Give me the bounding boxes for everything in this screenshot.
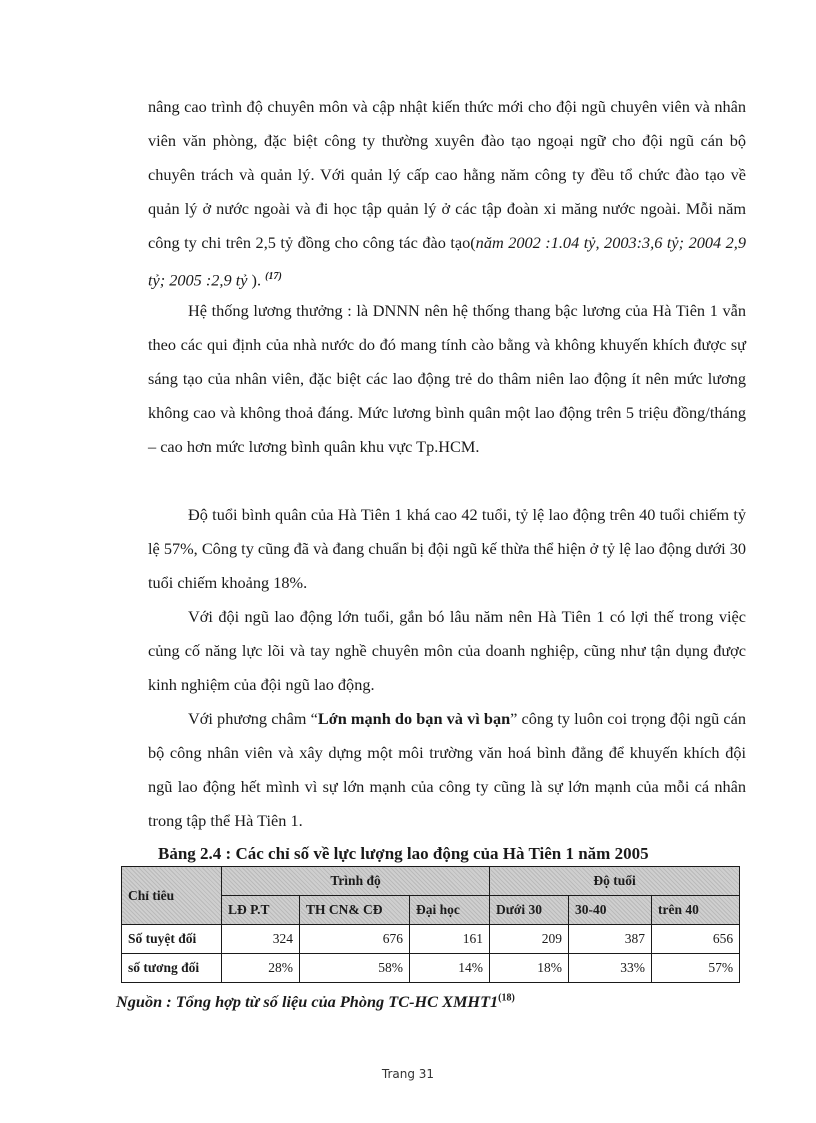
col-header: 30-40 xyxy=(569,896,652,925)
col-header: Dưới 30 xyxy=(490,896,569,925)
table-row xyxy=(122,925,740,954)
col-header: LĐ P.T xyxy=(222,896,300,925)
col-header: TH CN& CĐ xyxy=(300,896,410,925)
row-label: số tương đối xyxy=(122,954,222,983)
col-header: trên 40 xyxy=(652,896,740,925)
table-cell: 656 xyxy=(652,925,740,954)
row-label: Số tuyệt đối xyxy=(122,925,222,954)
paragraph-motto xyxy=(148,702,746,838)
table-cell: 57% xyxy=(652,954,740,983)
table-cell: 324 xyxy=(222,925,300,954)
source-note xyxy=(116,992,515,1012)
paragraph-training xyxy=(148,90,746,297)
table-cell: 676 xyxy=(300,925,410,954)
table-cell: 58% xyxy=(300,954,410,983)
paragraph-experience: Với đội ngũ lao động lớn tuổi, gắn bó lâu năm nên Hà Tiên 1 có lợi thế trong việc củng cố năng lực lõi và tay nghề chuyên môn của doanh nghiệp, cũng như tận dụng được kinh nghiệm của đội ngũ lao động. xyxy=(148,607,746,694)
paragraph-training-end: ). xyxy=(247,270,266,290)
table-caption: Bảng 2.4 : Các chỉ số về lực lượng lao động của Hà Tiên 1 năm 2005 xyxy=(158,844,649,863)
table-row xyxy=(122,954,740,983)
paragraph-motto-text: ” công ty luôn coi trọng đội ngũ cán bộ công nhân viên và xây dựng một môi trường văn hoá bình đẳng để khuyến khích đội ngũ lao động hết mình vì sự lớn mạnh của công ty cũng là sự lớn mạnh của mỗi cá nhân trong tập thể Hà Tiên 1. xyxy=(148,709,746,830)
reference-18: (18) xyxy=(498,992,515,1004)
source-text: Nguồn : Tổng hợp từ số liệu của Phòng TC-HC XMHT1 xyxy=(116,992,499,1011)
group-header-education: Trình độ xyxy=(222,867,490,896)
table-cell: 28% xyxy=(222,954,300,983)
col-header: Đại học xyxy=(410,896,490,925)
table-cell: 18% xyxy=(490,954,569,983)
page-number: Trang 31 xyxy=(381,1067,435,1081)
table-cell: 14% xyxy=(410,954,490,983)
paragraph-training-text: nâng cao trình độ chuyên môn và cập nhật kiến thức mới cho đội ngũ chuyên viên và nhân viên văn phòng, đặc biệt công ty thường xuyên đào tạo ngoại ngữ cho đội ngũ cán bộ chuyên trách và quản lý. Với quản lý cấp cao hằng năm công ty đều tổ chức đào tạo về quản lý ở nước ngoài và đi học tập quản lý ở các tập đoàn xi măng nước ngoài. Mỗi năm công ty chi trên 2,5 tỷ đồng cho công tác đào tạo( xyxy=(148,97,746,252)
group-header-age: Độ tuổi xyxy=(490,867,740,896)
training-cost-figures: năm 2002 :1.04 tỷ, 2003:3,6 tỷ; 2004 2,9 tỷ; 2005 :2,9 tỷ xyxy=(148,233,747,290)
corner-header: Chỉ tiêu xyxy=(122,867,222,925)
motto: Lớn mạnh do bạn và vì bạn xyxy=(317,709,511,728)
reference-17: (17) xyxy=(265,271,282,282)
table-cell: 387 xyxy=(569,925,652,954)
table-cell: 161 xyxy=(410,925,490,954)
table-cell: 209 xyxy=(490,925,569,954)
paragraph-salary: Hệ thống lương thưởng : là DNNN nên hệ thống thang bậc lương của Hà Tiên 1 vẫn theo các qui định của nhà nước do đó mang tính cào bằng và không khuyến khích được sự sáng tạo của nhân viên, đặc biệt các lao động trẻ do thâm niên lao động ít nên mức lương không cao và không thoả đáng. Mức lương bình quân một lao động trên 5 triệu đồng/tháng – cao hơn mức lương bình quân khu vực Tp.HCM. xyxy=(148,301,746,456)
labor-table xyxy=(121,866,740,983)
paragraph-age: Độ tuổi bình quân của Hà Tiên 1 khá cao 42 tuổi, tỷ lệ lao động trên 40 tuổi chiếm tỷ lệ 57%, Công ty cũng đã và đang chuẩn bị đội ngũ kế thừa thể hiện ở tỷ lệ lao động dưới 30 tuổi chiếm khoảng 18%. xyxy=(148,505,746,592)
table-header-row xyxy=(122,867,740,896)
table-cell: 33% xyxy=(569,954,652,983)
paragraph-motto-intro: Với phương châm “ xyxy=(188,709,318,728)
